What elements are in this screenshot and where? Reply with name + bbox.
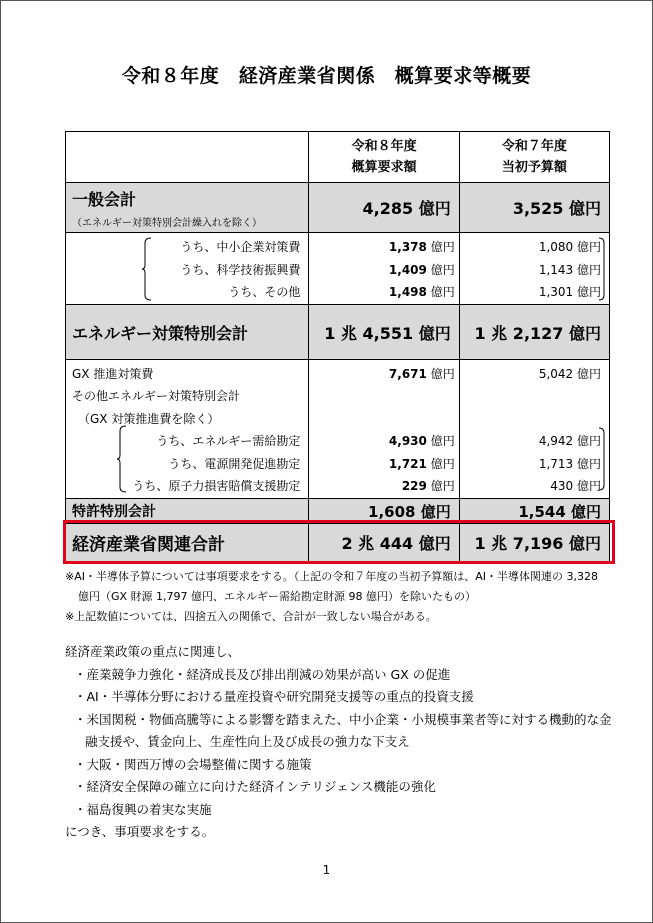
gx-label: GX 推進対策費 xyxy=(72,366,154,381)
item-req-num: 1,378 xyxy=(388,240,427,255)
total-req-value: 2 兆 444 億円 xyxy=(309,524,459,562)
patent-account-label: 特許特別会計 xyxy=(66,499,309,524)
list-item: うち、その他 xyxy=(228,285,301,300)
general-account-row xyxy=(66,183,610,233)
footnote-1: ※AI・半導体予算については事項要求をする。（上記の令和７年度の当初予算額は、AI・半導体関連の 3,328 xyxy=(65,570,599,583)
footnotes xyxy=(65,567,625,627)
general-req-value: 4,285 億円 xyxy=(309,183,459,233)
general-breakdown-row: うち、中小企業対策費 うち、科学技術振興費 うち、その他 1,378 億円 1,409 億円 1,498 億円 1,080 億円 1,143 億円 1,301 億円 xyxy=(66,233,610,305)
item-budget-value: 1,143 億円 xyxy=(538,262,601,277)
item-budget-value: 1,080 億円 xyxy=(538,240,601,255)
list-item: うち、科学技術振興費 xyxy=(180,262,301,277)
budget-table xyxy=(65,131,610,562)
policy-closing: につき、事項要求をする。 xyxy=(65,824,215,839)
policy-point-cont: 融支援や、賃金向上、生産性向上及び成長の強力な下支え xyxy=(85,734,410,749)
energy-account-label: エネルギー対策特別会計 xyxy=(66,305,309,360)
right-brace-icon xyxy=(598,237,608,301)
item-req-num: 229 xyxy=(401,479,427,493)
energy-budget-value: 1 兆 2,127 億円 xyxy=(459,305,609,360)
general-account-label: 一般会計 xyxy=(72,189,137,209)
other-energy-label: その他エネルギー対策特別会計 xyxy=(72,389,241,403)
item-req-num: 1,721 xyxy=(388,456,427,471)
list-item: うち、原子力損害賠償支援勘定 xyxy=(132,479,301,493)
list-item: うち、電源開発促進勘定 xyxy=(168,456,301,471)
page-number: 1 xyxy=(322,863,331,877)
item-req-num: 1,498 xyxy=(388,285,427,300)
patent-account-row xyxy=(66,499,610,524)
left-brace-icon xyxy=(141,237,153,301)
other-energy-note: （GX 対策推進費を除く） xyxy=(78,411,220,426)
total-row xyxy=(66,524,610,562)
general-account-note: （エネルギー対策特別会計繰入れを除く） xyxy=(72,217,262,229)
page-title: 令和８年度 経済産業省関係 概算要求等概要 xyxy=(121,65,532,87)
policy-point: ・米国関税・物価高騰等による影響を踏まえた、中小企業・小規模事業者等に対する機動的な金 xyxy=(74,711,612,727)
footnote-1-cont: 億円（GX 財源 1,797 億円、エネルギー需給勘定財源 98 億円）を除いたもの） xyxy=(78,590,477,603)
policy-point: ・経済安全保障の確立に向けた経済インテリジェンス機能の強化 xyxy=(74,779,436,794)
list-item: うち、中小企業対策費 xyxy=(180,240,301,255)
item-budget-value: 1,713 億円 xyxy=(538,456,601,471)
policy-point: ・福島復興の着実な実施 xyxy=(74,801,212,817)
patent-budget-value: 1,544 億円 xyxy=(459,499,609,524)
energy-req-value: 1 兆 4,551 億円 xyxy=(309,305,459,360)
right-brace-icon xyxy=(598,427,608,491)
item-req-num: 1,409 xyxy=(388,262,427,277)
header-budget-col: 令和７年度 当初予算額 xyxy=(459,132,609,183)
item-budget-value: 1,301 億円 xyxy=(538,285,601,300)
general-budget-value: 3,525 億円 xyxy=(459,183,609,233)
energy-breakdown-row: GX 推進対策費 その他エネルギー対策特別会計 （GX 対策推進費を除く） うち、エネルギー需給勘定 うち、電源開発促進勘定 うち、原子力損害賠償支援勘定 7,671 億円 4,930 億円 1,721 億円 229 億円 5,042 億円 4,942 億円 1,713 億円 430 億円 xyxy=(66,360,610,499)
footnote-2: ※上記数値については、四捨五入の関係で、合計が一致しない場合がある。 xyxy=(65,610,437,623)
header-req-col: 令和８年度 概算要求額 xyxy=(309,132,459,183)
left-brace-icon xyxy=(116,425,128,493)
policy-summary xyxy=(65,641,625,844)
patent-req-value: 1,608 億円 xyxy=(309,499,459,524)
item-budget-value: 430 億円 xyxy=(550,479,601,493)
gx-budget-value: 5,042 億円 xyxy=(538,366,601,381)
policy-intro: 経済産業政策の重点に関連し、 xyxy=(65,644,241,659)
total-budget-value: 1 兆 7,196 億円 xyxy=(459,524,609,562)
gx-req-num: 7,671 xyxy=(388,366,427,381)
policy-point: ・AI・半導体分野における量産投資や研究開発支援等の重点的投資支援 xyxy=(74,689,474,704)
table-header-row xyxy=(66,132,610,183)
item-req-num: 4,930 xyxy=(388,434,427,448)
policy-point: ・産業競争力強化・経済成長及び排出削減の効果が高い GX の促進 xyxy=(74,666,451,682)
total-label: 経済産業省関連合計 xyxy=(66,524,309,562)
item-budget-value: 4,942 億円 xyxy=(538,434,601,448)
list-item: うち、エネルギー需給勘定 xyxy=(156,434,301,448)
policy-point: ・大阪・関西万博の会場整備に関する施策 xyxy=(74,756,312,772)
header-empty-cell xyxy=(66,132,309,183)
energy-account-row xyxy=(66,305,610,360)
